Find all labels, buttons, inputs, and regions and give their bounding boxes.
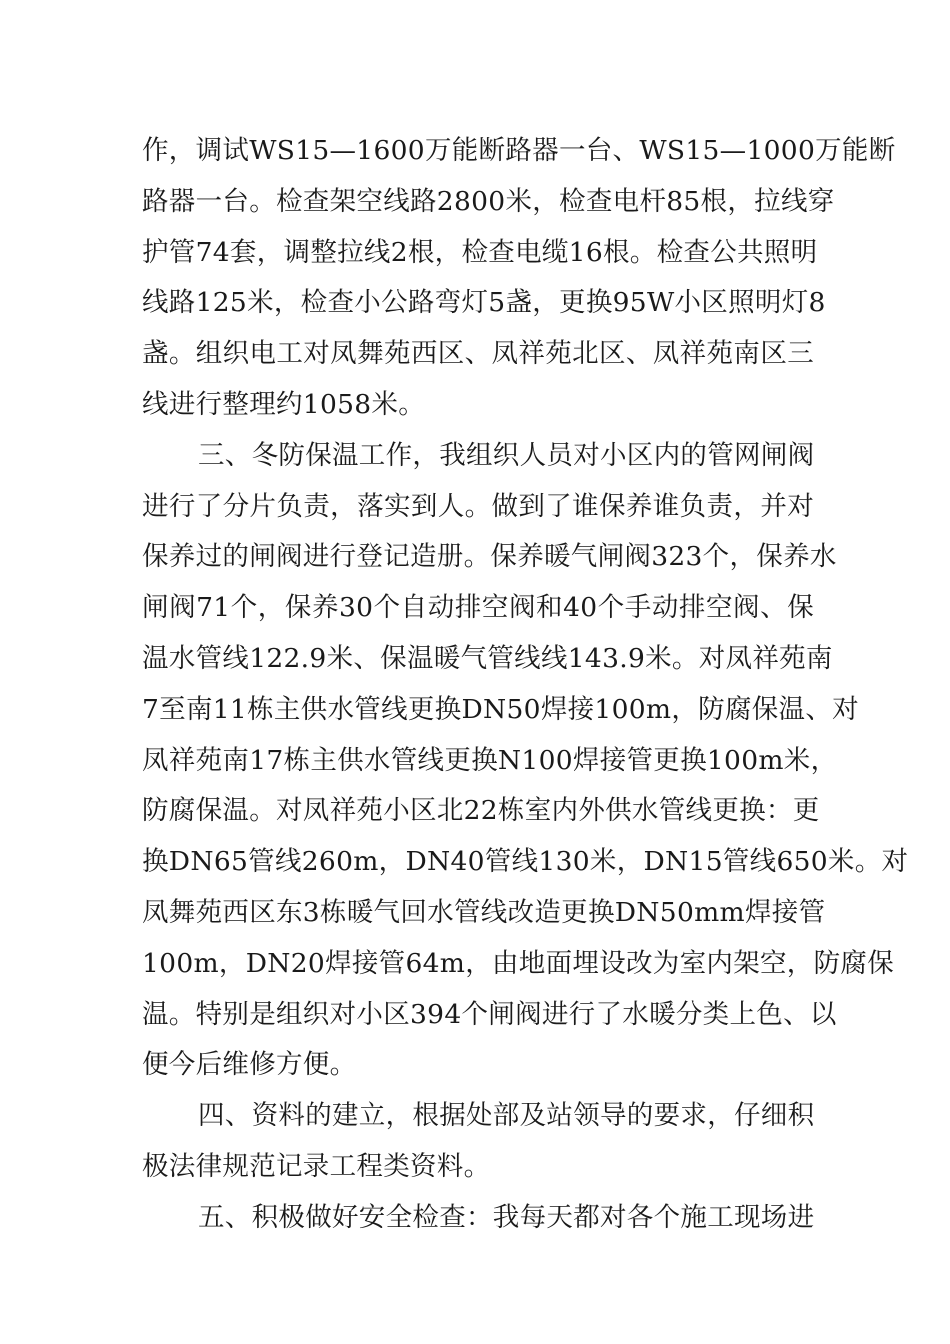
text-line: 护管74套，调整拉线2根，检查电缆16根。检查公共照明 [142, 236, 818, 268]
text-line: 进行了分片负责，落实到人。做到了谁保养谁负责，并对 [142, 490, 814, 522]
text-line: 防腐保温。对凤祥苑小区北22栋室内外供水管线更换：更 [142, 795, 820, 827]
text-line: 四、资料的建立，根据处部及站领导的要求，仔细积 [198, 1100, 815, 1132]
text-line: 线进行整理约1058米。 [142, 388, 426, 420]
text-line: 7至南11栋主供水管线更换DN50焊接100m，防腐保温、对 [142, 693, 859, 725]
text-line: 极法律规范记录工程类资料。 [142, 1150, 491, 1182]
text-line: 换DN65管线260m，DN40管线130米，DN15管线650米。对 [142, 846, 909, 878]
document-body [142, 126, 909, 1244]
text-line: 保养过的闸阀进行登记造册。保养暖气闸阀323个，保养水 [142, 541, 837, 573]
text-line: 作，调试WS15—1600万能断路器一台、WS15—1000万能断 [142, 135, 896, 166]
text-line: 路器一台。检查架空线路2800米，检查电杆85根，拉线穿 [142, 185, 835, 217]
text-line: 三、冬防保温工作，我组织人员对小区内的管网闸阀 [198, 439, 815, 471]
text-line: 便今后维修方便。 [142, 1049, 357, 1081]
paragraph-winter-insulation [142, 431, 909, 1091]
paragraph-safety-inspection [142, 1193, 814, 1244]
text-line: 线路125米，检查小公路弯灯5盏，更换95W小区照明灯8 [142, 287, 826, 319]
text-line: 凤祥苑南17栋主供水管线更换N100焊接管更换100m米， [142, 744, 838, 776]
text-line: 五、积极做好安全检查：我每天都对各个施工现场进 [198, 1201, 815, 1233]
text-line: 温。特别是组织对小区394个闸阀进行了水暖分类上色、以 [142, 998, 837, 1030]
text-line: 凤舞苑西区东3栋暖气回水管线改造更换DN50mm焊接管 [142, 896, 826, 928]
paragraph-records [142, 1091, 814, 1193]
paragraph-work-summary [142, 126, 896, 431]
text-line: 温水管线122.9米、保温暖气管线线143.9米。对凤祥苑南 [142, 642, 833, 674]
text-line: 闸阀71个，保养30个自动排空阀和40个手动排空阀、保 [142, 592, 814, 624]
text-line: 盏。组织电工对凤舞苑西区、凤祥苑北区、凤祥苑南区三 [142, 338, 814, 370]
text-line: 100m，DN20焊接管64m，由地面埋设改为室内架空，防腐保 [142, 947, 895, 979]
